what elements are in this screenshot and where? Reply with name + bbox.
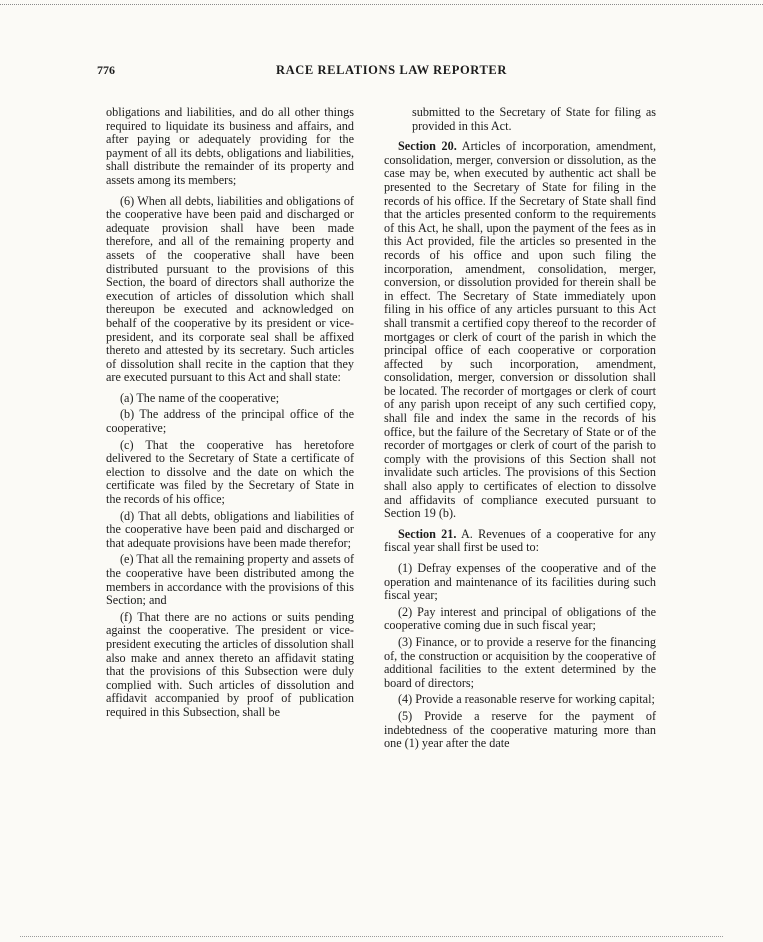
clause-a: (a) The name of the cooperative; [120, 390, 280, 405]
running-head: RACE RELATIONS LAW REPORTER [276, 63, 507, 77]
clause-d: (d) That all debts, obligations and liabilities of the cooperative have been paid and discharged or that adequate provisions have been made therefor; [106, 508, 354, 550]
section-20 [384, 140, 656, 521]
paragraph-subsection-6: (6) When all debts, liabilities and obligations of the cooperative have been paid and discharged or adequate provision shall have been made therefore, and all of the remaining property and assets of the cooperative shall have been distributed pursuant to the provisions of this Section, the board of directors shall authorize the execution of articles of dissolution which shall thereupon be executed and acknowledged on behalf of the cooperative by its president or vice-president, and its corporate seal shall be affixed thereto and attested by its secretary. Such articles of dissolution shall recite in the caption that they are executed pursuant to this Act and shall state: [106, 193, 354, 385]
item-5: (5) Provide a reserve for the payment of indebtedness of the cooperative maturing more than one (1) year after the date [384, 708, 656, 751]
scan-edge-top [0, 4, 763, 5]
right-column [384, 106, 656, 754]
page-header [0, 63, 763, 81]
section-21 [384, 528, 656, 555]
clause-b: (b) The address of the principal office of the cooperative; [106, 407, 354, 436]
item-1: (1) Defray expenses of the cooperative and of the operation and maintenance of its facilities during such fiscal year; [384, 561, 656, 603]
scan-edge-bottom [20, 936, 723, 937]
clause-f: (f) That there are no actions or suits pending against the cooperative. The president or vice-president executing the articles of dissolution shall also make and annex thereto an affidavit stating that the provisions of this Subsection were duly complied with. Such articles of dissolution and affidavit accompanied by proof of publication required in this Subsection, shall be [106, 609, 354, 719]
paragraph-continuation-right: submitted to the Secretary of State for filing as provided in this Act. [412, 105, 656, 133]
item-3: (3) Finance, or to provide a reserve for the financing of, the construction or acquisition by the cooperative of additional facilities to the extent determined by the board of directors; [384, 634, 656, 690]
clause-e: (e) That all the remaining property and assets of the cooperative have been distributed among the members in accordance with the provisions of this Section; and [106, 552, 354, 608]
section-20-heading: Section 20. [398, 139, 457, 154]
clause-c: (c) That the cooperative has heretofore delivered to the Secretary of State a certificate of election to dissolve and the date on which the certificate was filed by the Secretary of State in the records of his office; [106, 437, 354, 507]
left-column [106, 106, 354, 723]
section-20-body: Articles of incorporation, amendment, consolidation, merger, conversion or dissolution, as the case may be, when executed by authentic act shall be presented to the Secretary of State for filing in the records of his office. If the Secretary of State shall find that the articles presented conform to the requirements of this Act, he shall, upon the payment of the fees as in this Act provided, file the articles so presented in the records of his office and upon such filing the incorporation, amendment, consolidation, merger, conversion, or dissolution provided for therein shall be in effect. The Secretary of State immediately upon filing in his office of any articles pursuant to this Act shall transmit a certified copy thereof to the recorder of mortgages or clerk of court of the parish in which the principal office of each cooperative or corporation affected by such incorporation, amendment, consolidation, merger, conversion or dissolution shall be located. The recorder of mortgages or clerk of court of any parish upon receipt of any such certified copy, shall file and index the same in the records of his office, but the failure of the Secretary of State or of the recorder of mortgages or clerk of court of the parish to comply with the provisions of this Section shall not invalidate such articles. The provisions of this Section shall also apply to certificates of election to dissolve and affidavits of compliance executed pursuant to Section 19 (b). [384, 139, 657, 521]
section-21-heading: Section 21. [398, 526, 457, 541]
item-4: (4) Provide a reasonable reserve for working capital; [398, 692, 655, 707]
section-21-body: A. Revenues of a cooperative for any fiscal year shall first be used to: [384, 526, 656, 555]
paragraph-continuation: obligations and liabilities, and do all other things required to liquidate its business and affairs, and after paying or adequately providing for the payment of all its debts, obligations and liabilities, shall distribute the remainder of its property and assets among its members; [106, 105, 354, 187]
item-2: (2) Pay interest and principal of obligations of the cooperative coming due in such fiscal year; [384, 604, 656, 633]
page-number: 776 [97, 63, 115, 77]
